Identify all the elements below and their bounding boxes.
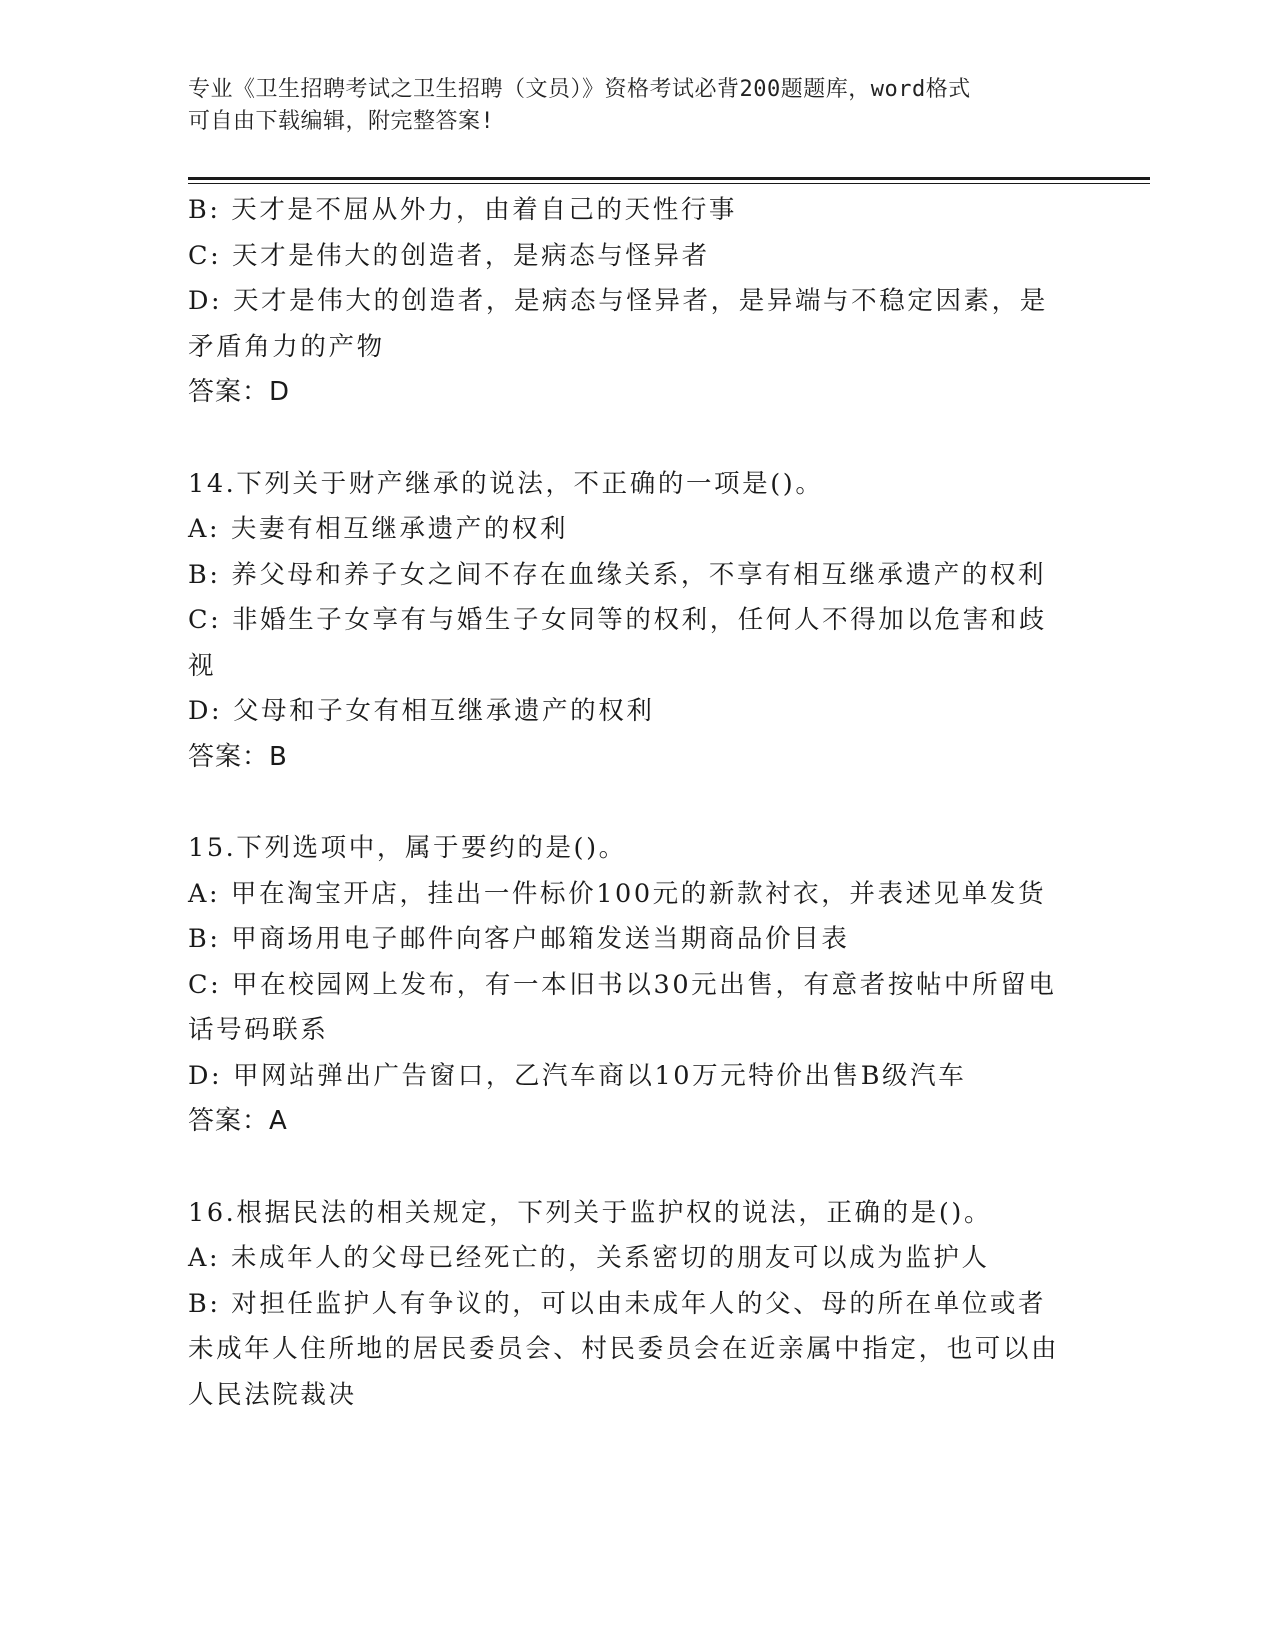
option-b: B: 养父母和养子女之间不存在血缘关系，不享有相互继承遗产的权利 bbox=[188, 559, 1047, 590]
question-stem: 14.下列关于财产继承的说法，不正确的一项是()。 bbox=[188, 468, 824, 499]
option-a: A: 未成年人的父母已经死亡的，关系密切的朋友可以成为监护人 bbox=[188, 1243, 990, 1273]
option-b: B: 甲商场用电子邮件向客户邮箱发送当期商品价目表 bbox=[188, 924, 850, 954]
header-divider-thick bbox=[188, 177, 1150, 180]
page-header bbox=[188, 74, 1088, 138]
header-title-line-1: 专业《卫生招聘考试之卫生招聘（文员）》资格考试必背200题题库，word格式 bbox=[188, 77, 971, 102]
answer: 答案：A bbox=[188, 1106, 288, 1136]
option-b: B: 对担任监护人有争议的，可以由未成年人的父、母的所在单位或者未成年人住所地的居民委员会、村民委员会在近亲属中指定，也可以由人民法院裁决 bbox=[188, 1288, 1060, 1410]
question-content bbox=[188, 188, 1068, 1418]
option-c: C: 非婚生子女享有与婚生子女同等的权利，任何人不得加以危害和歧视 bbox=[188, 605, 1047, 681]
header-title-line-2: 可自由下载编辑，附完整答案! bbox=[188, 109, 495, 134]
spacer bbox=[188, 1145, 1068, 1191]
header-divider-thin bbox=[188, 183, 1150, 184]
option-b: B: 天才是不屈从外力，由着自己的天性行事 bbox=[188, 195, 738, 225]
question-stem: 16.根据民法的相关规定，下列关于监护权的说法，正确的是()。 bbox=[188, 1197, 993, 1228]
question-16 bbox=[188, 1191, 1068, 1419]
question-stem: 15.下列选项中，属于要约的是()。 bbox=[188, 833, 627, 863]
spacer bbox=[188, 780, 1068, 826]
option-a: A: 夫妻有相互继承遗产的权利 bbox=[188, 514, 569, 544]
answer: 答案：B bbox=[188, 741, 288, 772]
option-a: A: 甲在淘宝开店，挂出一件标价100元的新款衬衣，并表述见单发货 bbox=[188, 878, 1047, 909]
question-13-continued bbox=[188, 188, 1068, 416]
question-14 bbox=[188, 462, 1068, 781]
option-d: D: 甲网站弹出广告窗口，乙汽车商以10万元特价出售B级汽车 bbox=[188, 1060, 967, 1091]
option-c: C: 天才是伟大的创造者，是病态与怪异者 bbox=[188, 240, 710, 271]
option-d: D: 父母和子女有相互继承遗产的权利 bbox=[188, 696, 655, 726]
answer: 答案：D bbox=[188, 377, 291, 407]
question-15 bbox=[188, 826, 1068, 1145]
option-c: C: 甲在校园网上发布，有一本旧书以30元出售，有意者按帖中所留电话号码联系 bbox=[188, 969, 1057, 1045]
spacer bbox=[188, 416, 1068, 462]
option-d: D: 天才是伟大的创造者，是病态与怪异者，是异端与不稳定因素，是矛盾角力的产物 bbox=[188, 286, 1048, 362]
